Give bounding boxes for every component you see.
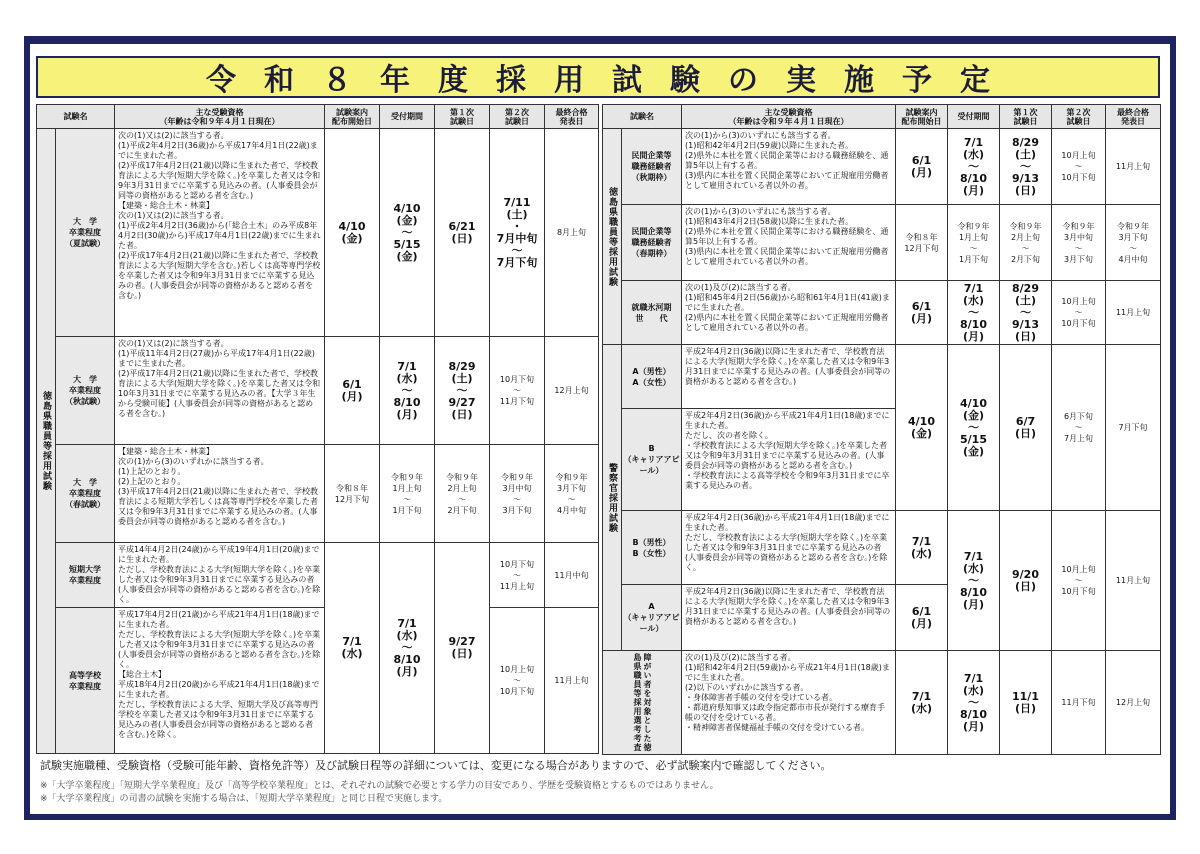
first-exam-date: 9/27 (日)	[435, 543, 490, 754]
exam-name: 大 学 卒業程度 （夏試験）	[56, 129, 115, 337]
application-period: 令和９年 1月上旬 〜 1月下旬	[380, 445, 435, 543]
qualification-text: 次の(1)又は(2)に該当する者。 (1)平成11年4月2日(27歳)から平成17年4月1日(22歳)までに生まれた者。 (2)平成17年4月2日(21歳)以降に生まれた者で、学校教育法による大学(短期大学を除く。)を卒業した者又は令和10年3月31日までに卒業する見込みの者。【大学３年生から受験可能】(人事委員会が同等の資格があると認める者を含む。)	[115, 337, 325, 445]
result-date: 11月中旬	[545, 543, 599, 608]
result-date: 令和９年 3月下旬 〜 4月中旬	[545, 445, 599, 543]
page-title: 令和８年度採用試験の実施予定	[206, 63, 1018, 98]
header-exam-name: 試験名	[37, 105, 115, 129]
exam-name: A （キャリアアピール）	[622, 585, 682, 651]
second-exam-date: 10月上旬 〜 10月下旬	[1052, 281, 1106, 345]
first-exam-date: 9/20 (日)	[1000, 511, 1052, 651]
result-date: 令和９年 3月下旬 〜 4月中旬	[1106, 205, 1161, 281]
header-result: 最終合格 発表日	[545, 105, 599, 129]
title-band	[36, 56, 1160, 98]
exam-name: 大 学 卒業程度 （秋試験）	[56, 337, 115, 445]
right-schedule-table	[602, 104, 1161, 755]
category-label: 障がい者を対象とした徳島県職員等採用選考考査	[633, 653, 652, 752]
guide-date: 令和８年 12月下旬	[896, 205, 948, 281]
left-schedule-table	[36, 104, 599, 754]
second-exam-date: 10月上旬 〜 10月下旬	[1052, 129, 1106, 205]
exam-name: 民間企業等 職務経験者 （秋期枠）	[622, 129, 682, 205]
exam-name: 民間企業等 職務経験者 （春期枠）	[622, 205, 682, 281]
qualification-text: 次の(1)及び(2)に該当する者。 (1)昭和45年4月2日(56歳)から昭和61年4月1日(41歳)までに生まれた者。 (2)県内に本社を置く民間企業等において正規雇用労働者として雇用されている者以外の者。	[682, 281, 896, 345]
qualification-text: 平成2年4月2日(36歳)以降に生まれた者で、学校教育法による大学(短期大学を除く。)を卒業した者又は令和9年3月31日までに卒業する見込みの者。(人事委員会が同等の資格があると認める者を含む。)	[682, 345, 896, 409]
guide-date: 6/1 (月)	[896, 585, 948, 651]
qualification-text: 平成2年4月2日(36歳)から平成21年4月1日(18歳)までに生まれた者。 ただし、次の者を除く。 ・学校教育法による大学(短期大学を除く。)を卒業した者又は令和9年3月31日までに卒業する見込みの者。(人事委員会が同等の資格があると認める者を含む。) ・学校教育法による高等学校を令和9年3月31日までに卒業する見込みの者。	[682, 409, 896, 511]
category-disabled	[603, 651, 682, 755]
header-period: 受付期間	[948, 105, 1000, 129]
result-date: 11月上旬	[1106, 129, 1161, 205]
first-exam-date: 令和９年 2月上旬 〜 2月下旬	[1000, 205, 1052, 281]
first-exam-date: 6/21 (日)	[435, 129, 490, 337]
guide-date: 7/1 (水)	[896, 651, 948, 755]
category-label: 徳島県職員等採用試験	[607, 186, 617, 287]
result-date: 12月上旬	[545, 337, 599, 445]
result-date: 7月下旬	[1106, 345, 1161, 511]
header-guide: 試験案内 配布開始日	[325, 105, 380, 129]
footnote-2: ※「大学卒業程度」の司書の試験を実施する場合は、「短期大学卒業程度」と同じ日程で実施します。	[40, 794, 448, 804]
second-exam-date: 10月下旬 〜 11月上旬	[490, 543, 545, 608]
header-qualification: 主な受験資格 （年齢は令和９年４月１日現在）	[682, 105, 896, 129]
guide-date: 4/10 (金)	[896, 345, 948, 511]
application-period: 7/1 (水) 〜 8/10 (月)	[948, 511, 1000, 651]
result-date: 11月上旬	[1106, 511, 1161, 651]
header-second: 第２次 試験日	[1052, 105, 1106, 129]
qualification-text: 平成2年4月2日(36歳)から平成21年4月1日(18歳)までに生まれた者。 ただし、学校教育法による大学(短期大学を除く。)を卒業した者又は令和9年3月31日までに卒業する見込みの者(人事委員会が同等の資格があると認める者を含む。)を除く。	[682, 511, 896, 585]
header-guide: 試験案内 配布開始日	[896, 105, 948, 129]
second-exam-date: 令和９年 3月中旬 〜 3月下旬	[1052, 205, 1106, 281]
first-exam-date: 8/29 (土) 〜 9/13 (日)	[1000, 129, 1052, 205]
qualification-text: 次の(1)から(3)のいずれにも該当する者。 (1)昭和43年4月2日(58歳)以降に生まれた者。 (2)県外に本社を置く民間企業等における職務経験を、通算5年以上有する者。 (3)県内に本社を置く民間企業等において正規雇用労働者として雇用されている者以外の者。	[682, 205, 896, 281]
first-exam-date: 8/29 (土) 〜 9/27 (日)	[435, 337, 490, 445]
application-period: 7/1 (水) 〜 8/10 (月)	[380, 543, 435, 754]
first-exam-date: 6/7 (日)	[1000, 345, 1052, 511]
second-exam-date: 10月上旬 〜 10月下旬	[490, 608, 545, 754]
application-period: 令和９年 1月上旬 〜 1月下旬	[948, 205, 1000, 281]
application-period: 7/1 (水) 〜 8/10 (月)	[948, 281, 1000, 345]
second-exam-date: 11月下旬	[1052, 651, 1106, 755]
qualification-text: 平成2年4月2日(36歳)以降に生まれた者で、学校教育法による大学(短期大学を除く。)を卒業した者又は令和9年3月31日までに卒業する見込みの者。(人事委員会が同等の資格があると認める者を含む。)	[682, 585, 896, 651]
header-first: 第１次 試験日	[1000, 105, 1052, 129]
qualification-text: 次の(1)及び(2)に該当する者。 (1)昭和42年4月2日(59歳)から平成21年4月1日(18歳)までに生まれた者。 (2)以下のいずれかに該当する者。 ・身体障害者手帳の交付を受けている者。 ・都道府県知事又は政令指定都市市長が発行する療育手帳の交付を受けている者。 ・精神障害者保健福祉手帳の交付を受けている者。	[682, 651, 896, 755]
guide-date: 6/1 (月)	[896, 281, 948, 345]
result-date: 8月上旬	[545, 129, 599, 337]
qualification-text: 【建築・総合土木・林業】 次の(1)から(3)のいずれかに該当する者。 (1)上記のとおり。 (2)上記のとおり。 (3)平成17年4月2日(21歳)以降に生まれた者で、学校教育法による短期大学若しくは高等専門学校を卒業した者又は令和9年3月31日までに卒業する見込みの者。(人事委員会が同等の資格があると認める者を含む。)	[115, 445, 325, 543]
exam-name: 大 学 卒業程度 （春試験）	[56, 445, 115, 543]
header-qualification: 主な受験資格 （年齢は令和９年４月１日現在）	[115, 105, 325, 129]
header-first: 第１次 試験日	[435, 105, 490, 129]
second-exam-date: 6月下旬 〜 7月上旬	[1052, 345, 1106, 511]
first-exam-date: 8/29 (土) 〜 9/13 (日)	[1000, 281, 1052, 345]
exam-name: 高等学校 卒業程度	[56, 608, 115, 754]
category-prefectural	[37, 129, 56, 754]
header-result: 最終合格 発表日	[1106, 105, 1161, 129]
guide-date: 7/1 (水)	[325, 543, 380, 754]
footnote-main: 試験実施職種、受験資格（受験可能年齢、資格免許等）及び試験日程等の詳細については、変更になる場合がありますので、必ず試験案内で確認してください。	[40, 759, 832, 772]
header-second: 第２次 試験日	[490, 105, 545, 129]
second-exam-date: 10月上旬 〜 10月下旬	[1052, 511, 1106, 651]
application-period: 4/10 (金) 〜 5/15 (金)	[948, 345, 1000, 511]
category-label: 警察官採用試験	[607, 462, 617, 533]
guide-date: 令和８年 12月下旬	[325, 445, 380, 543]
exam-name: A（男性） A（女性）	[622, 345, 682, 409]
qualification-text: 次の(1)から(3)のいずれにも該当する者。 (1)昭和42年4月2日(59歳)以降に生まれた者。 (2)県外に本社を置く民間企業等における職務経験を、通算5年以上有する者。 (3)県内に本社を置く民間企業等において正規雇用労働者として雇用されている者以外の者。	[682, 129, 896, 205]
header-period: 受付期間	[380, 105, 435, 129]
qualification-text: 平成17年4月2日(21歳)から平成21年4月1日(18歳)までに生まれた者。 ただし、学校教育法による大学(短期大学を除く。)を卒業した者又は令和9年3月31日までに卒業する見込みの者(人事委員会が同等の資格があると認める者を含む。)を除く。 【総合土木】 平成18年4月2日(20歳)から平成21年4月1日(18歳)までに生まれた者。 ただし、学校教育法による大学、短期大学及び高等専門学校を卒業した者又は令和9年3月31日までに卒業する見込みの者(人事委員会が同等の資格があると認める者を含む。)を除く。	[115, 608, 325, 754]
second-exam-date: 10月下旬 〜 11月下旬	[490, 337, 545, 445]
exam-name: B （キャリアアピール）	[622, 409, 682, 511]
qualification-text: 次の(1)又は(2)に該当する者。 (1)平成2年4月2日(36歳)から平成17年4月1日(22歳)までに生まれた者。 (2)平成17年4月2日(21歳)以降に生まれた者で、学校教育法による大学(短期大学を除く。)を卒業した者又は令和9年3月31日までに卒業する見込みの者。(人事委員会が同等の資格があると認める者を含む。) 【建築・総合土木・林業】 次の(1)又は(2)に該当する者。 (1)平成2年4月2日(36歳)から(「総合土木」のみ平成8年4月2日(30歳)から)平成17年4月1日(22歳)までに生まれた者。 (2)平成17年4月2日(21歳)以降に生まれた者で、学校教育法による大学(短期大学を含む。)若しくは高等専門学校を卒業した者又は令和9年3月31日までに卒業する見込みの者。(人事委員会が同等の資格があると認める者を含む。)	[115, 129, 325, 337]
exam-name: B（男性） B（女性）	[622, 511, 682, 585]
first-exam-date: 11/1 (日)	[1000, 651, 1052, 755]
category-prefectural	[603, 129, 622, 345]
header-exam-name: 試験名	[603, 105, 682, 129]
category-police	[603, 345, 622, 651]
application-period: 4/10 (金) 〜 5/15 (金)	[380, 129, 435, 337]
guide-date: 6/1 (月)	[896, 129, 948, 205]
second-exam-date: 7/11 (土) ・ 7月中旬 〜 7月下旬	[490, 129, 545, 337]
exam-name: 就職氷河期 世 代	[622, 281, 682, 345]
guide-date: 6/1 (月)	[325, 337, 380, 445]
application-period: 7/1 (水) 〜 8/10 (月)	[948, 651, 1000, 755]
guide-date: 4/10 (金)	[325, 129, 380, 337]
first-exam-date: 令和９年 2月上旬 〜 2月下旬	[435, 445, 490, 543]
category-label: 徳島県職員等採用試験	[41, 391, 51, 491]
second-exam-date: 令和９年 3月中旬 〜 3月下旬	[490, 445, 545, 543]
application-period: 7/1 (水) 〜 8/10 (月)	[380, 337, 435, 445]
result-date: 11月上旬	[545, 608, 599, 754]
result-date: 12月上旬	[1106, 651, 1161, 755]
guide-date: 7/1 (水)	[896, 511, 948, 585]
result-date: 11月上旬	[1106, 281, 1161, 345]
exam-name: 短期大学 卒業程度	[56, 543, 115, 608]
qualification-text: 平成14年4月2日(24歳)から平成19年4月1日(20歳)までに生まれた者。 ただし、学校教育法による大学(短期大学を除く。)を卒業した者又は令和9年3月31日までに卒業する見込みの者(人事委員会が同等の資格があると認める者を含む。)を除く。	[115, 543, 325, 608]
footnote-1: ※「大学卒業程度」「短期大学卒業程度」及び「高等学校卒業程度」とは、それぞれの試験で必要とする学力の目安であり、学歴を受験資格とするものではありません。	[40, 781, 719, 791]
application-period: 7/1 (水) 〜 8/10 (月)	[948, 129, 1000, 205]
